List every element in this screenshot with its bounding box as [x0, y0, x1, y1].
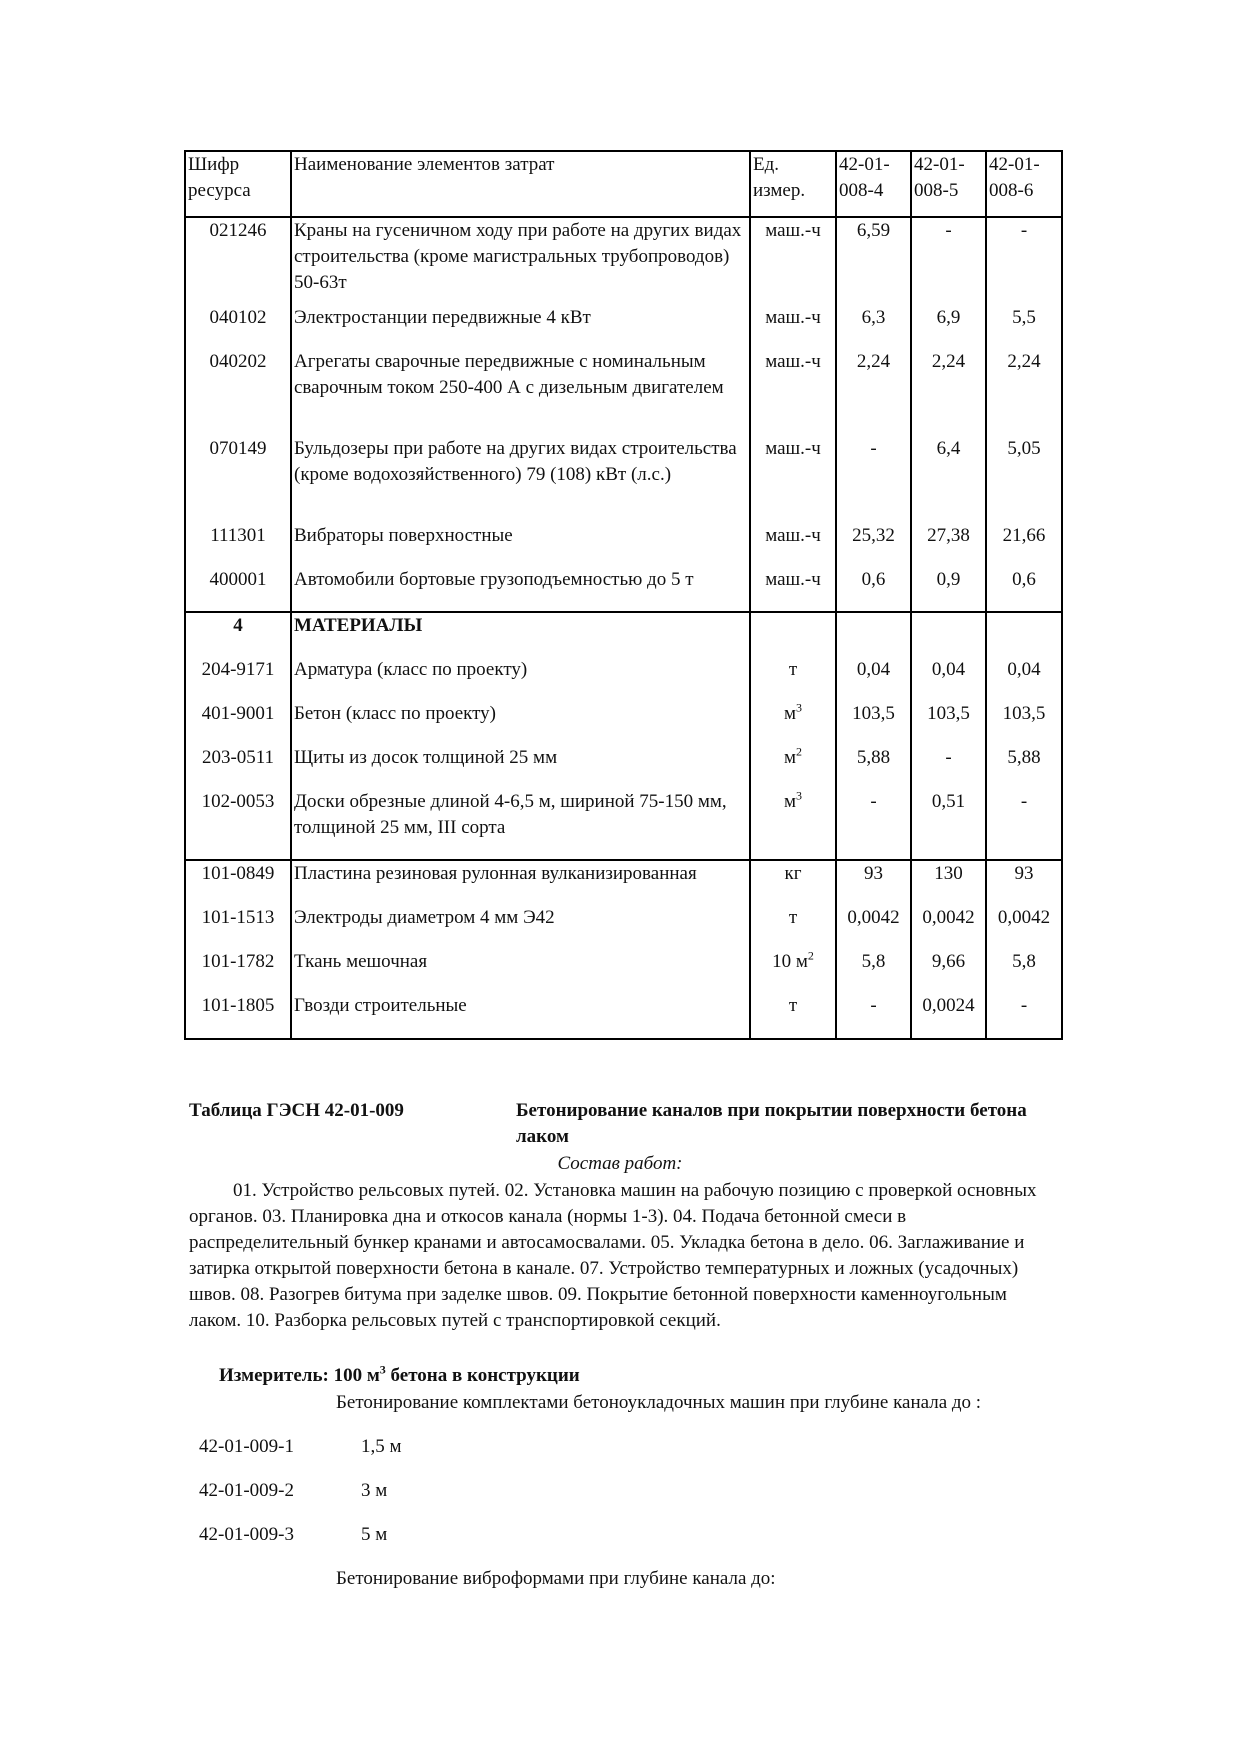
row-value-2: - [911, 745, 986, 789]
row-name: МАТЕРИАЛЫ [291, 612, 750, 657]
row-value-3: - [986, 789, 1062, 860]
row-value-3: 0,6 [986, 567, 1062, 612]
table-header-row [185, 151, 1062, 217]
row-value-2: 0,0024 [911, 993, 986, 1039]
row-value-2: - [911, 217, 986, 305]
row-value-2: 0,0042 [911, 905, 986, 949]
row-value-3: 103,5 [986, 701, 1062, 745]
row-unit: т [750, 993, 836, 1039]
row-unit: т [750, 905, 836, 949]
table-row [185, 567, 1062, 612]
row-value-3: 21,66 [986, 523, 1062, 567]
row-value-3 [986, 612, 1062, 657]
row-unit: кг [750, 860, 836, 905]
work-description: 01. Устройство рельсовых путей. 02. Установка машин на рабочую позицию с проверкой основных органов. 03. Планировка дна и откосов канала (нормы 1-3). 04. Подача бетонной смеси в распределительный бункер кранами и автосамосвалами. 05. Укладка бетона в дело. 06. Заглаживание и затирка открытой поверхности бетона в канале. 07. Устройство температурных и ложных (усадочных) швов. 08. Разогрев битума при заделке швов. 09. Покрытие бетонной поверхности каменноугольным лаком. 10. Разборка рельсовых путей с транспортировкой секций. [189, 1180, 1037, 1331]
row-value-3: 0,0042 [986, 905, 1062, 949]
row-unit: 10 $м^2$ [750, 949, 836, 993]
row-unit: маш.-ч [750, 436, 836, 523]
row-code: 102-0053 [185, 789, 291, 860]
row-value-3: 5,88 [986, 745, 1062, 789]
row-unit [750, 612, 836, 657]
item-value: 5 м [361, 1524, 388, 1545]
row-code: 401-9001 [185, 701, 291, 745]
row-code: 4 [185, 612, 291, 657]
row-value-2: 0,9 [911, 567, 986, 612]
item-code: 42-01-009-2 [199, 1480, 294, 1501]
item-value: 1,5 м [361, 1436, 402, 1457]
row-unit: маш.-ч [750, 567, 836, 612]
table-row [185, 949, 1062, 993]
row-value-2: 0,04 [911, 657, 986, 701]
row-name: Вибраторы поверхностные [291, 523, 750, 567]
row-name: Арматура (класс по проекту) [291, 657, 750, 701]
row-value-1: 0,0042 [836, 905, 911, 949]
row-value-3: 2,24 [986, 349, 1062, 436]
row-value-1: - [836, 993, 911, 1039]
row-value-2: 103,5 [911, 701, 986, 745]
row-value-1: 5,8 [836, 949, 911, 993]
row-unit: маш.-ч [750, 217, 836, 305]
table-row [185, 860, 1062, 905]
header-col-008-4: 42-01- 008-4 [836, 151, 911, 217]
row-name: Ткань мешочная [291, 949, 750, 993]
row-unit: маш.-ч [750, 349, 836, 436]
table-label: Таблица ГЭСН 42-01-009 [189, 1100, 404, 1121]
row-name: Электростанции передвижные 4 кВт [291, 305, 750, 349]
measurement-unit: Измеритель: 100 $м^3$ бетона в конструкции [219, 1362, 580, 1386]
row-unit: $м^3$ [750, 701, 836, 745]
row-code: 021246 [185, 217, 291, 305]
row-value-3: 5,5 [986, 305, 1062, 349]
row-value-2: 27,38 [911, 523, 986, 567]
row-name: Щиты из досок толщиной 25 мм [291, 745, 750, 789]
row-code: 204-9171 [185, 657, 291, 701]
row-value-1: 0,6 [836, 567, 911, 612]
row-code: 101-1782 [185, 949, 291, 993]
row-value-3: 0,04 [986, 657, 1062, 701]
row-value-1: 6,3 [836, 305, 911, 349]
row-code: 400001 [185, 567, 291, 612]
row-value-3: 5,8 [986, 949, 1062, 993]
row-name: Бульдозеры при работе на других видах строительства (кроме водохозяйственного) 79 (108) кВт (л.с.) [291, 436, 750, 523]
table-row [185, 657, 1062, 701]
resource-table [184, 150, 1063, 1040]
row-value-1: 5,88 [836, 745, 911, 789]
row-unit: маш.-ч [750, 523, 836, 567]
table-title: Бетонирование каналов при покрытии поверхности бетона лаком [516, 1100, 1027, 1147]
row-value-3: 5,05 [986, 436, 1062, 523]
row-value-2: 2,24 [911, 349, 986, 436]
header-code: Шифр ресурса [185, 151, 291, 217]
row-name: Пластина резиновая рулонная вулканизированная [291, 860, 750, 905]
table-row [185, 349, 1062, 436]
row-code: 101-0849 [185, 860, 291, 905]
row-name: Электроды диаметром 4 мм Э42 [291, 905, 750, 949]
row-value-2: 0,51 [911, 789, 986, 860]
row-name: Бетон (класс по проекту) [291, 701, 750, 745]
section-row-materials [185, 612, 1062, 657]
row-value-3: - [986, 217, 1062, 305]
work-heading: Состав работ: [557, 1153, 683, 1174]
row-code: 203-0511 [185, 745, 291, 789]
row-value-1: - [836, 789, 911, 860]
header-unit: Ед. измер. [750, 151, 836, 217]
item-value: 3 м [361, 1480, 388, 1501]
row-value-2: 6,9 [911, 305, 986, 349]
table-row [185, 789, 1062, 860]
row-value-2: 6,4 [911, 436, 986, 523]
row-value-1: - [836, 436, 911, 523]
row-unit: $м^2$ [750, 745, 836, 789]
row-value-3: - [986, 993, 1062, 1039]
row-value-1: 6,59 [836, 217, 911, 305]
row-name: Агрегаты сварочные передвижные с номинальным сварочным током 250-400 А с дизельным двигателем [291, 349, 750, 436]
row-value-1: 0,04 [836, 657, 911, 701]
row-unit: маш.-ч [750, 305, 836, 349]
header-name: Наименование элементов затрат [291, 151, 750, 217]
table-row [185, 745, 1062, 789]
table-row [185, 905, 1062, 949]
row-value-1 [836, 612, 911, 657]
subtitle-vibroforms: Бетонирование виброформами при глубине канала до: [336, 1568, 776, 1589]
row-value-1: 103,5 [836, 701, 911, 745]
row-code: 040102 [185, 305, 291, 349]
row-name: Доски обрезные длиной 4-6,5 м, шириной 75-150 мм, толщиной 25 мм, III сорта [291, 789, 750, 860]
item-code: 42-01-009-1 [199, 1436, 294, 1457]
row-code: 101-1805 [185, 993, 291, 1039]
row-value-1: 2,24 [836, 349, 911, 436]
header-col-008-5: 42-01- 008-5 [911, 151, 986, 217]
row-code: 040202 [185, 349, 291, 436]
table-row [185, 217, 1062, 305]
row-unit: т [750, 657, 836, 701]
table-row [185, 305, 1062, 349]
row-value-2: 130 [911, 860, 986, 905]
item-code: 42-01-009-3 [199, 1524, 294, 1545]
row-value-2: 9,66 [911, 949, 986, 993]
table-row [185, 436, 1062, 523]
row-code: 111301 [185, 523, 291, 567]
row-code: 101-1513 [185, 905, 291, 949]
row-unit: $м^3$ [750, 789, 836, 860]
table-row [185, 523, 1062, 567]
row-value-1: 25,32 [836, 523, 911, 567]
row-code: 070149 [185, 436, 291, 523]
row-value-2 [911, 612, 986, 657]
subtitle-machines: Бетонирование комплектами бетоноукладочных машин при глубине канала до : [336, 1392, 982, 1413]
header-col-008-6: 42-01- 008-6 [986, 151, 1062, 217]
row-value-1: 93 [836, 860, 911, 905]
row-name: Гвозди строительные [291, 993, 750, 1039]
row-name: Краны на гусеничном ходу при работе на других видах строительства (кроме магистральных трубопроводов) 50-63т [291, 217, 750, 305]
row-name: Автомобили бортовые грузоподъемностью до 5 т [291, 567, 750, 612]
table-row [185, 993, 1062, 1039]
table-row [185, 701, 1062, 745]
row-value-3: 93 [986, 860, 1062, 905]
